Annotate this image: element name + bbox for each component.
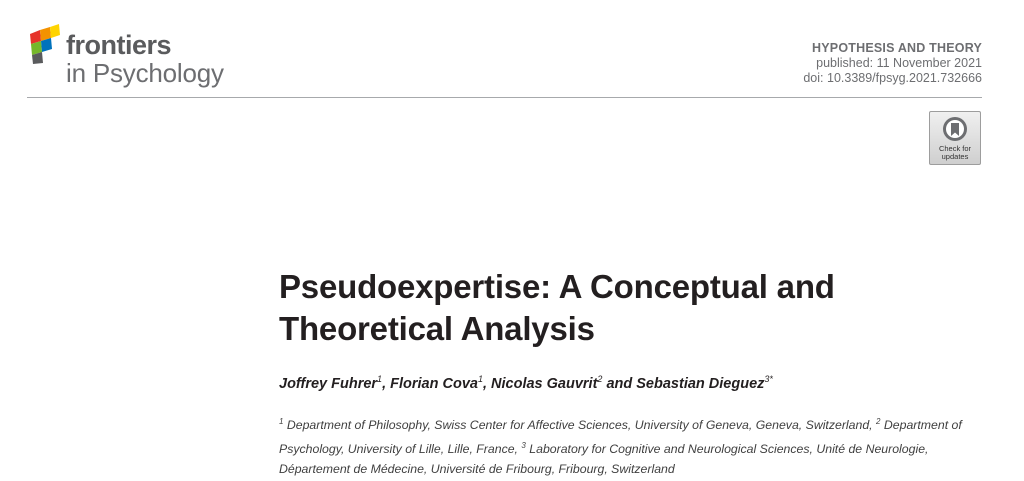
journal-name-line1: frontiers xyxy=(66,30,172,60)
title-line1: Pseudoexpertise: A Conceptual and xyxy=(279,268,835,305)
affiliation-number: 3 xyxy=(521,440,526,450)
article-type: HYPOTHESIS AND THEORY xyxy=(812,41,982,55)
affiliations xyxy=(279,412,989,480)
check-updates-line1: Check for xyxy=(938,144,972,153)
author-name[interactable]: Sebastian Dieguez xyxy=(636,375,765,392)
affiliation-text: Laboratory for Cognitive and Neurological Sciences, Unité de Neurologie, Département de Médecine, Université de Fribourg, Fribourg, Switzerland xyxy=(279,441,929,477)
author-name[interactable]: Joffrey Fuhrer xyxy=(279,375,378,392)
author-affiliation-ref: 1 xyxy=(377,374,383,384)
author-affiliation-ref: 2 xyxy=(597,374,603,384)
article-title xyxy=(279,266,999,350)
affiliation-text: Department of Psychology, University of Lille, Lille, France, xyxy=(279,418,962,456)
affiliation-number: 1 xyxy=(279,417,284,426)
header-divider xyxy=(27,97,982,98)
bookmark-icon xyxy=(942,116,968,144)
frontiers-logo-icon xyxy=(26,24,62,64)
author-name[interactable]: Florian Cova xyxy=(390,375,478,392)
check-updates-line2: updates xyxy=(941,152,969,161)
article-meta xyxy=(803,41,982,86)
journal-name-line2: in Psychology xyxy=(66,58,224,88)
journal-logo[interactable] xyxy=(26,24,256,90)
title-line2: Theoretical Analysis xyxy=(279,310,595,347)
affiliation-text: Department of Philosophy, Swiss Center for Affective Sciences, University of Geneva, Geneva, Switzerland, xyxy=(283,418,877,433)
publish-date: published: 11 November 2021 xyxy=(816,56,982,70)
doi-link[interactable]: doi: 10.3389/fpsyg.2021.732666 xyxy=(803,71,982,85)
author-affiliation-ref: 3* xyxy=(764,374,773,384)
author-list: Joffrey Fuhrer$^1$, Florian Cova$^1$, Nicolas Gauvrit$^2$ and Sebastian Dieguez$^{3*}$ xyxy=(279,374,773,392)
affiliation-number: 2 xyxy=(876,417,881,426)
author-name[interactable]: Nicolas Gauvrit xyxy=(491,375,598,392)
check-for-updates-button[interactable] xyxy=(929,111,981,165)
author-affiliation-ref: 1 xyxy=(477,374,483,384)
